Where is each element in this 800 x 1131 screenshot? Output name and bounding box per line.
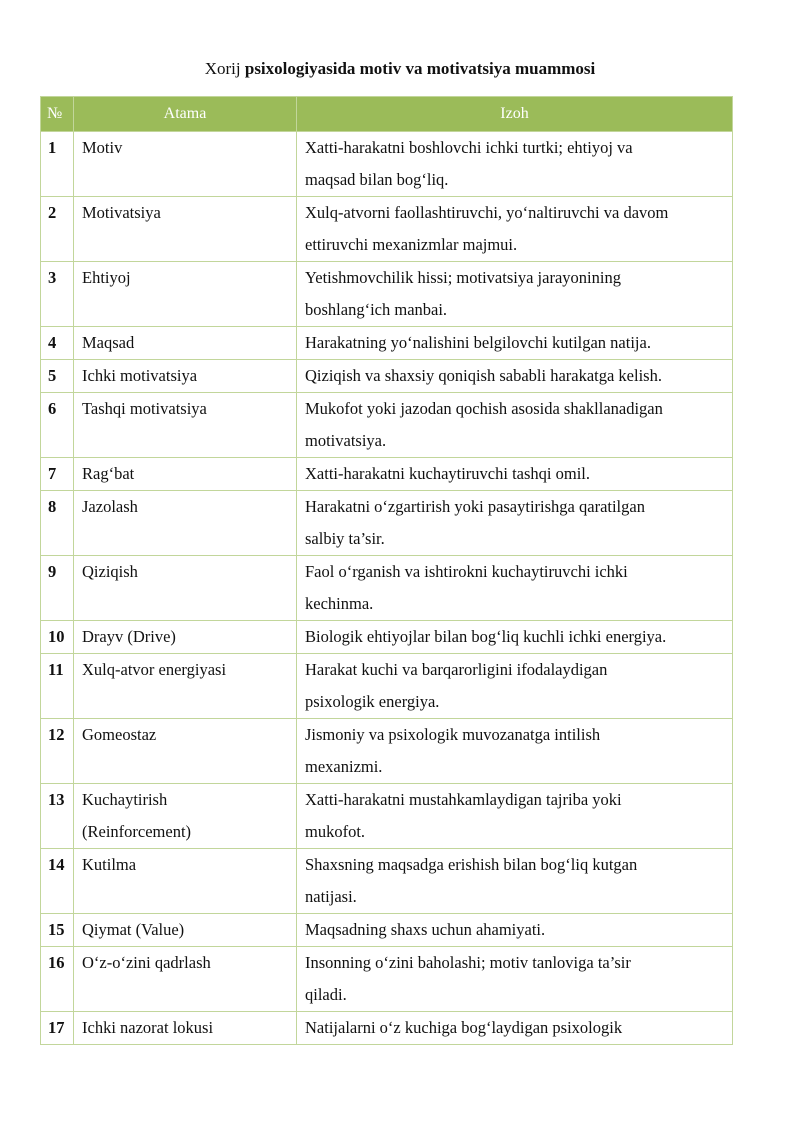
description-line: maqsad bilan bog‘liq. [305,170,449,189]
term-cell [74,621,297,654]
description-line: Harakat kuchi va barqarorligini ifodalaydigan [305,660,608,679]
term-line: Xulq-atvor energiyasi [82,660,227,679]
table-row [41,458,733,491]
table-row [41,327,733,360]
term-line: Tashqi motivatsiya [82,399,207,418]
description-line: Harakatni o‘zgartirish yoki pasaytirishga qaratilgan [305,497,645,516]
header-number: № [41,97,74,132]
term-line: Gomeostaz [82,725,157,744]
description-line: ettiruvchi mexanizmlar majmui. [305,235,518,254]
description-line: Yetishmovchilik hissi; motivatsiya jarayonining [305,268,621,287]
row-number: 11 [41,654,74,719]
description-line: Natijalarni o‘z kuchiga bog‘laydigan psixologik [305,1018,623,1037]
terms-table [40,96,733,1045]
description-cell [297,197,733,262]
term-line: Ehtiyoj [82,268,131,287]
description-cell [297,914,733,947]
description-line: Mukofot yoki jazodan qochish asosida shakllanadigan [305,399,663,418]
table-row [41,784,733,849]
description-cell [297,654,733,719]
description-line: mexanizmi. [305,757,383,776]
term-cell [74,914,297,947]
description-cell [297,719,733,784]
term-cell [74,491,297,556]
term-cell [74,556,297,621]
description-cell [297,132,733,197]
description-line: Maqsadning shaxs uchun ahamiyati. [305,920,546,939]
description-line: natijasi. [305,887,357,906]
term-line: Maqsad [82,333,135,352]
title-prefix: Xorij [204,59,245,78]
row-number: 16 [41,947,74,1012]
description-line: Insonning o‘zini baholashi; motiv tanloviga ta’sir [305,953,631,972]
row-number: 6 [41,393,74,458]
term-cell [74,1012,297,1045]
description-cell [297,784,733,849]
table-row [41,556,733,621]
term-cell [74,360,297,393]
header-term: Atama [74,97,297,132]
term-line: Kutilma [82,855,137,874]
table-row [41,849,733,914]
description-cell [297,262,733,327]
table-row [41,719,733,784]
term-cell [74,393,297,458]
description-line: Jismoniy va psixologik muvozanatga intilish [305,725,601,744]
table-header-row [41,97,733,132]
description-line: Faol o‘rganish va ishtirokni kuchaytiruvchi ichki [305,562,628,581]
term-cell [74,947,297,1012]
description-line: kechinma. [305,594,374,613]
term-line: Motivatsiya [82,203,161,222]
description-line: qiladi. [305,985,347,1004]
description-cell [297,360,733,393]
term-line: Qiziqish [82,562,138,581]
term-cell [74,327,297,360]
description-line: Xulq-atvorni faollashtiruvchi, yo‘naltiruvchi va davom [305,203,669,222]
term-cell [74,719,297,784]
table-body [41,132,733,1045]
term-cell [74,458,297,491]
row-number: 10 [41,621,74,654]
row-number: 9 [41,556,74,621]
term-line: Qiymat (Value) [82,920,185,939]
table-row [41,947,733,1012]
description-cell [297,621,733,654]
row-number: 2 [41,197,74,262]
table-row [41,262,733,327]
description-cell [297,491,733,556]
row-number: 15 [41,914,74,947]
description-line: boshlang‘ich manbai. [305,300,448,319]
title-main: psixologiyasida motiv va motivatsiya muammosi [244,59,596,78]
term-line: Ichki motivatsiya [82,366,198,385]
description-line: motivatsiya. [305,431,387,450]
table-row [41,914,733,947]
table-row [41,132,733,197]
row-number: 17 [41,1012,74,1045]
description-cell [297,393,733,458]
term-line: (Reinforcement) [82,822,192,841]
description-line: salbiy ta’sir. [305,529,385,548]
row-number: 8 [41,491,74,556]
row-number: 1 [41,132,74,197]
description-line: Xatti-harakatni boshlovchi ichki turtki; ehtiyoj va [305,138,633,157]
header-description: Izoh [297,97,733,132]
page-title [0,58,800,80]
description-cell [297,556,733,621]
term-cell [74,197,297,262]
table-row [41,197,733,262]
term-cell [74,654,297,719]
table-row [41,491,733,556]
term-line: Ichki nazorat lokusi [82,1018,214,1037]
description-line: Xatti-harakatni kuchaytiruvchi tashqi omil. [305,464,591,483]
term-line: Jazolash [82,497,138,516]
term-line: Kuchaytirish [82,790,168,809]
term-line: O‘z-o‘zini qadrlash [82,953,211,972]
row-number: 3 [41,262,74,327]
term-cell [74,132,297,197]
description-cell [297,849,733,914]
term-cell [74,262,297,327]
row-number: 13 [41,784,74,849]
row-number: 7 [41,458,74,491]
description-line: psixologik energiya. [305,692,440,711]
description-cell [297,458,733,491]
term-line: Drayv (Drive) [82,627,176,646]
description-line: Qiziqish va shaxsiy qoniqish sababli harakatga kelish. [305,366,662,385]
description-line: Harakatning yo‘nalishini belgilovchi kutilgan natija. [305,333,651,352]
row-number: 12 [41,719,74,784]
description-line: Biologik ehtiyojlar bilan bog‘liq kuchli ichki energiya. [305,627,667,646]
table-row [41,1012,733,1045]
term-line: Motiv [82,138,123,157]
term-line: Rag‘bat [82,464,135,483]
row-number: 4 [41,327,74,360]
row-number: 5 [41,360,74,393]
description-line: Shaxsning maqsadga erishish bilan bog‘liq kutgan [305,855,638,874]
table-row [41,393,733,458]
description-cell [297,947,733,1012]
table-row [41,360,733,393]
row-number: 14 [41,849,74,914]
description-cell [297,1012,733,1045]
term-cell [74,849,297,914]
table-row [41,654,733,719]
description-line: Xatti-harakatni mustahkamlaydigan tajriba yoki [305,790,622,809]
description-cell [297,327,733,360]
description-line: mukofot. [305,822,366,841]
table-row [41,621,733,654]
term-cell [74,784,297,849]
